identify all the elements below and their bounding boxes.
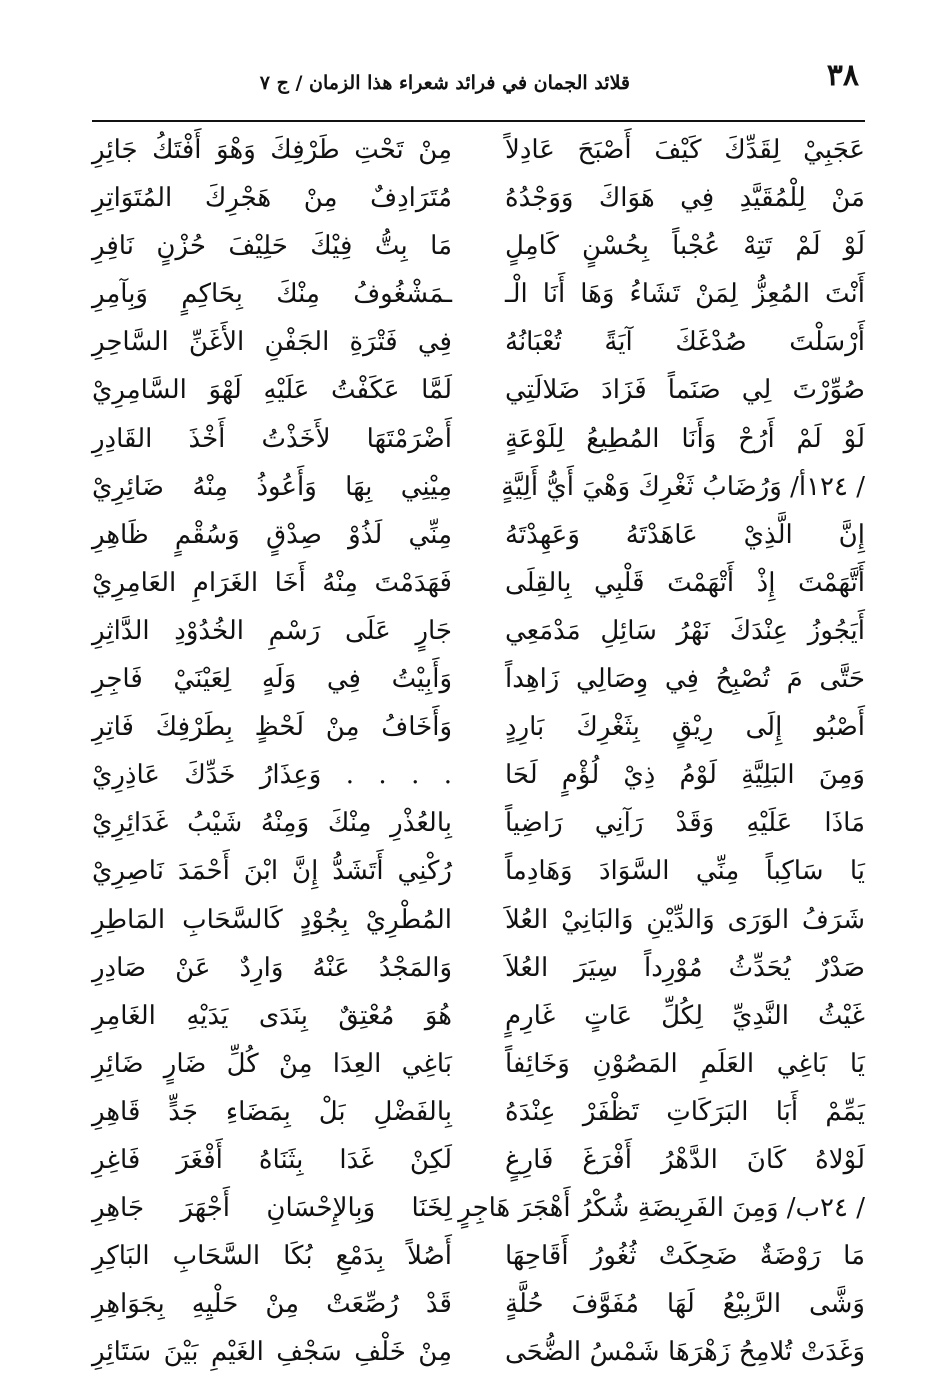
verse-second-hemistich: جَارٍ عَلَى رَسْمِ الخُدُوْدِ الدَّاثِرِ <box>92 615 452 646</box>
verse-second-hemistich: مَا بِتُّ فِيْكَ حَلِيْفَ حُزْنٍ نَافِرِ <box>92 231 452 262</box>
verse-first-hemistich: مَاذَا عَلَيْهِ وَقَدْ رَآنِي رَاضِياً <box>505 808 865 839</box>
verse-first-hemistich: صَدْرٌ يُحَدِّثُ مُوْرِداً سِيَرَ العُلاَ <box>505 952 865 983</box>
page-number: ٣٨ <box>826 58 859 93</box>
verse-second-hemistich: بِالفَضْلِ بَلْ بِمَضَاءِ جَدٍّ قَاهِرِ <box>92 1096 452 1127</box>
verse-first-hemistich: أَرْسَلْتَ صُدْغَكَ آيَةً تُعْبَانُهُ <box>505 327 865 358</box>
verse-first-hemistich: لَوْلاهُ كَانَ الدَّهْرُ أَفْرَغَ فَارِغٍ <box>505 1144 865 1175</box>
verse-second-hemistich: فَهَدَمْتَ مِنْهُ أَخَا الغَرَامِ العَامِرِيْ <box>92 567 452 598</box>
verse-second-hemistich: مِنِّي لَذُوْ صِدْقٍ وَسُقْمٍ ظَاهِرِ <box>92 519 452 550</box>
verse-second-hemistich: لِخَنَا وَبِالإِحْسَانِ أَجْهَرَ جَاهِرِ <box>92 1193 452 1224</box>
verse-second-hemistich: بَاغِي العِدَا مِنْ كُلِّ ضَارٍ ضَائِرِ <box>92 1048 452 1079</box>
header-rule <box>92 120 865 122</box>
verse-first-hemistich: غَيْثُ النَّدِيِّ لِكُلِّ عَاتٍ غَارِمٍ <box>505 1000 865 1031</box>
verse-second-hemistich: ـمَشْغُوفُ مِنْكَ بِحَاكِمٍ وَبِآمِرِ <box>92 279 452 310</box>
verse-second-hemistich: مِيْنِي بِهَا وَأَعُوذُ مِنْهُ ضَائِرِيْ <box>92 471 452 502</box>
verse-second-hemistich: مِنْ خَلْفِ سَجْفِ الغَيْمِ بَيْنَ سَتَائِرِ <box>92 1337 452 1368</box>
verse-first-hemistich: يَمِّمْ أَبَا البَرَكَاتِ تَظْفَرْ عِنْدَهُ <box>505 1096 865 1127</box>
verse-second-hemistich: لَمَّا عَكَفْتُ عَلَيْهِ لَهْوَ السَّامِرِيْ <box>92 375 452 406</box>
verse-first-hemistich: حَتَّى مَ تُصْبِحُ فِي وِصَالِي زَاهِداً <box>505 664 865 695</box>
verse-first-hemistich: إِنَّ الَّذِيْ عَاهَدْتَهُ وَعَهِدْتَهُ <box>505 519 865 550</box>
verse-first-hemistich: وَمِنَ البَلِيَّةِ لَوْمُ ذِيْ لُؤْمٍ لَحَا <box>505 760 865 791</box>
verse-first-hemistich: أَيَجُوزُ عِنْدَكَ نَهْرُ سَائِلِ مَدْمَعِي <box>505 615 865 646</box>
verse-second-hemistich: . . . . وَعِذَارُ خَدِّكَ عَاذِرِيْ <box>92 760 452 791</box>
verse-first-hemistich: مَنْ لِلْمُقَيَّدِ فِي هَوَاكَ وَوَجْدُهُ <box>505 183 865 214</box>
verse-first-hemistich: شَرَفُ الوَرَى وَالدِّيْنِ وَالبَانِيْ العُلاَ <box>505 904 865 935</box>
verse-second-hemistich: أَضْرَمْتَهَا لأَخَذْتُ أَخْذَ القَادِرِ <box>92 423 452 454</box>
verse-second-hemistich: وَالمَجْدُ عَنْهُ وَارِدٌ عَنْ صَادِرِ <box>92 952 452 983</box>
verse-second-hemistich: وَأَخَافُ مِنْ لَحْظٍ بِطَرْفِكَ فَاتِرِ <box>92 712 452 743</box>
verse-first-hemistich: يَا سَاكِباً مِنِّي السَّوَادَ وَهَادِماً <box>505 856 865 887</box>
verse-first-hemistich: لَوْ لَمْ أَرُحْ وَأَنَا المُطِيعُ لِلَوْعَةٍ <box>505 423 865 454</box>
verse-first-hemistich: / ٢٤ب/ وَمِنَ الفَرِيضَةِ شُكْرُ أَهْجَرَ هَاجِرٍ <box>458 1193 865 1224</box>
verse-second-hemistich: بِالعُذْرِ مِنْكَ وَمِنْهُ شَيْبُ غَدَائِرِيْ <box>92 808 452 839</box>
verse-first-hemistich: لَوْ لَمْ تَتِهْ عُجْباً بِحُسْنٍ كَامِلٍ <box>505 231 865 262</box>
verse-second-hemistich: فِي فَتْرَةِ الجَفْنِ الأَغَنِّ السَّاحِرِ <box>92 327 452 358</box>
verse-second-hemistich: أَصُلاً بِدَمْعِ بُكَا السَّحَابِ البَاكِرِ <box>92 1241 452 1272</box>
running-title: قلائد الجمان في فرائد شعراء هذا الزمان / ج ٧ <box>259 72 630 94</box>
verse-first-hemistich: وَغَدَتْ تُلامِحُ زَهْرَهَا شَمْسُ الضُّحَى <box>505 1337 865 1368</box>
verse-second-hemistich: المُطْرِيْ بِجُوْدٍ كَالسَّحَابِ المَاطِرِ <box>92 904 452 935</box>
verse-second-hemistich: رُكْنِي أَتَشَدُّ إِنَّ ابْنَ أَحْمَدَ نَاصِرِيْ <box>92 856 452 887</box>
verse-second-hemistich: مُتَرَادِفٌ مِنْ هَجْرِكَ المُتَوَاتِرِ <box>92 183 452 214</box>
verse-second-hemistich: لَكِنْ غَدَا بِثَنَاهُ أَفْغَرَ فَاغِرِ <box>92 1144 452 1175</box>
verse-second-hemistich: هُوَ مُعْتِقٌ بِنَدَى يَدَيْهِ الغَامِرِ <box>92 1000 452 1031</box>
verse-second-hemistich: قَدْ رُصِّعَتْ مِنْ حَلْيِهِ بِجَوَاهِرِ <box>92 1289 452 1320</box>
verse-first-hemistich: يَا بَاغِي العَلَمِ المَصُوْنِ وَخَائِفاً <box>505 1048 865 1079</box>
verse-first-hemistich: أَنْتَ المُعِزُّ لِمَنْ تَشَاءُ وَهَا أَنَا الْـ <box>505 279 865 310</box>
verse-first-hemistich: أَصْبُو إِلَى رِيْقٍ بِثَغْرِكَ بَارِدٍ <box>505 712 865 743</box>
poem-right-column <box>458 126 865 1376</box>
poem-left-column <box>92 126 452 1376</box>
verse-first-hemistich: أَتَّهَمْتَ إِذْ أَتْهَمْتَ قَلْبِي بِالقِلَى <box>505 567 865 598</box>
verse-first-hemistich: وَشَّى الرَّبِيْعُ لَهَا مُفَوَّفَ حُلَّةٍ <box>505 1289 865 1320</box>
verse-first-hemistich: مَا رَوْضَةٌ ضَحِكَتْ ثُغُورُ أَقَاحِهَا <box>505 1241 865 1272</box>
verse-second-hemistich: مِنْ تَحْتِ طَرْفِكَ وَهْوَ أَفْتَكُ جَائِرِ <box>92 135 452 165</box>
poem <box>92 126 865 1368</box>
verse-first-hemistich: عَجَبِيْ لِقَدِّكَ كَيْفَ أَصْبَحَ عَادِلاً <box>505 135 865 165</box>
verse-second-hemistich: وَأَبِيْتُ فِي وَلَهٍ لِعَيْنَيْ فَاجِرِ <box>92 664 452 695</box>
verse-first-hemistich: / ١٢٤أ/ وَرُضَابُ ثَغْرِكَ وَهْيَ أَيُّ أَلِيَّةٍ <box>501 471 865 502</box>
verse-first-hemistich: صُوِّرْتَ لِي صَنَماً فَزَادَ ضَلالَتِي <box>505 375 865 406</box>
